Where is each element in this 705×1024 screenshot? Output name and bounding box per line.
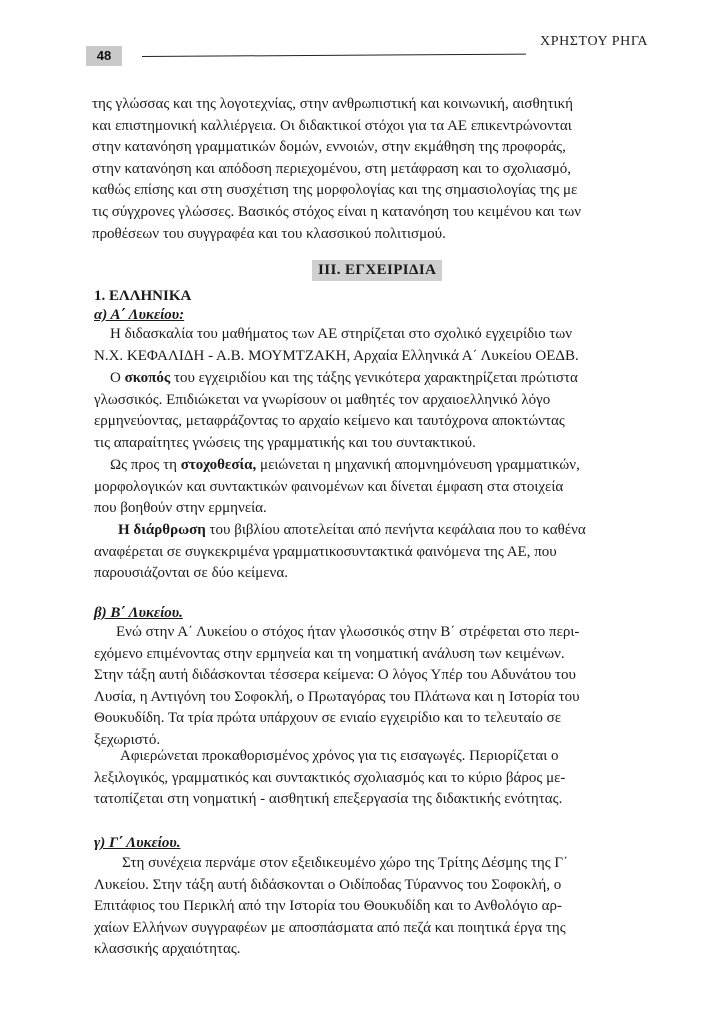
- running-head: ΧΡΗΣΤΟΥ ΡΗΓΑ: [540, 34, 649, 49]
- text-line: [94, 368, 670, 390]
- paragraph-a-4: [94, 520, 670, 585]
- text-line: Στη συνέχεια περνάμε στον εξειδικευμένο χώρο της Τρίτης Δέσμης της Γ΄: [122, 855, 569, 871]
- intro-paragraph: [92, 94, 668, 245]
- text-line: και επιστημονική καλλιέργεια. Οι διδακτικοί στόχοι για τα ΑΕ επικεντρώνονται: [92, 117, 572, 134]
- subheading-a-lykeiou: α) Α΄ Λυκείου:: [94, 307, 185, 323]
- text-line: τατοπίζεται στη νοηματική - αισθητική επεξεργασία της διδακτικής ενότητας.: [94, 791, 563, 808]
- text-run: μειώνεται η μηχανική απομνημόνευση γραμματικών,: [256, 457, 580, 473]
- text-line: χαίων Ελλήνων συγγραφέων με αποσπάσματα από πεζά και ποιητικά έργα της: [94, 919, 566, 936]
- bold-term-skopos: σκοπός: [124, 370, 171, 386]
- paragraph-a-1: [94, 324, 670, 367]
- text-run: του εγχειριδίου και της τάξης γενικότερα χαρακτηρίζεται πρώτιστα: [170, 370, 578, 386]
- text-run: Ως προς τη: [110, 457, 181, 473]
- text-line: Ενώ στην Α΄ Λυκείου ο στόχος ήταν γλωσσικός στην Β΄ στρέφεται στο περι-: [116, 624, 580, 640]
- bold-term-stochothesia: στοχοθεσία,: [180, 457, 257, 473]
- text-run: Ο: [110, 370, 125, 386]
- text-line: ξεχωριστό.: [94, 731, 161, 748]
- text-line: Λυκείου. Στην τάξη αυτή διδάσκονται ο Οιδίποδας Τύραννος του Σοφοκλή, ο: [94, 876, 562, 893]
- text-line: [94, 455, 670, 477]
- text-line: Ν.Χ. ΚΕΦΑΛΙΔΗ - Α.Β. ΜΟΥΜΤΖΑΚΗ, Αρχαία Ελληνικά Α΄ Λυκείου ΟΕΔΒ.: [94, 347, 579, 364]
- subheading-c-lykeiou: γ) Γ΄ Λυκείου.: [94, 835, 181, 851]
- paragraph-a-2: [94, 368, 670, 454]
- text-line: παρουσιάζονται σε δύο κείμενα.: [94, 565, 288, 582]
- text-line: αναφέρεται σε συγκεκριμένα γραμματικοσυντακτικά φαινόμενα της ΑΕ, που: [94, 543, 557, 560]
- text-line: που βοηθούν στην ερμηνεία.: [94, 500, 267, 517]
- text-line: στην κατανόηση και απόδοση περιεχομένου, στη μετάφραση και το σχολιασμό,: [92, 160, 572, 177]
- section-title: III. ΕΓΧΕΙΡΙΔΙΑ: [312, 260, 442, 281]
- text-line: Στην τάξη αυτή διδάσκονται τέσσερα κείμενα: Ο λόγος Υπέρ του Αδυνάτου του: [94, 667, 576, 684]
- text-line: Λυσία, η Αντιγόνη του Σοφοκλή, ο Πρωταγόρας του Πλάτωνα και η Ιστορία του: [94, 688, 580, 705]
- text-line: Θουκυδίδη. Τα τρία πρώτα υπάρχουν σε ενιαίο εγχειρίδιο και το τελευταίο σε: [94, 710, 562, 727]
- text-line: Αφιερώνεται προκαθορισμένος χρόνος για τις εισαγωγές. Περιορίζεται ο: [120, 748, 559, 764]
- text-line: της γλώσσας και της λογοτεχνίας, στην ανθρωπιστική και κοινωνική, αισθητική: [92, 96, 573, 112]
- paragraph-b-2: [94, 746, 670, 811]
- paragraph-b-1: [94, 622, 670, 752]
- text-run: του βιβλίου αποτελείται από πενήντα κεφάλαια που το καθένα: [205, 522, 586, 538]
- text-line: ερμηνεύοντας, μεταφράζοντας το αρχαίο κείμενο και ταυτόχρονα αποκτώντας: [94, 413, 565, 430]
- text-line: γλωσσικός. Επιδιώκεται να γνωρίσουν οι μαθητές τον αρχαιοελληνικό λόγο: [94, 391, 551, 408]
- paragraph-a-3: [94, 455, 670, 520]
- page-number: 48: [86, 46, 122, 66]
- text-line: Η διδασκαλία του μαθήματος των ΑΕ στηρίζεται στο σχολικό εγχειρίδιο των: [110, 326, 573, 342]
- text-line: εχόμενο επιμένοντας στην ερμηνεία και τη νοηματική ανάλυση των κειμένων.: [94, 645, 565, 662]
- text-line: λεξιλογικός, γραμματικός και συντακτικός σχολιασμός και το κύριο βάρος με-: [94, 769, 566, 786]
- text-line: καθώς επίσης και στη συσχέτιση της μορφολογίας και της σημασιολογίας της με: [92, 182, 578, 199]
- text-line: κλασσικής αρχαιότητας.: [94, 941, 241, 958]
- subheading-b-lykeiou: β) Β΄ Λυκείου.: [94, 605, 183, 621]
- text-line: μορφολογικών και συντακτικών φαινομένων και δίνεται έμφαση στα στοιχεία: [94, 478, 564, 495]
- text-line: [94, 520, 670, 542]
- heading-greek: 1. ΕΛΛΗΝΙΚΑ: [94, 288, 192, 304]
- text-line: στην κατανόηση γραμματικών δομών, εννοιών, στην εκμάθηση της προφοράς,: [92, 139, 566, 156]
- text-line: τις απαραίτητες γνώσεις της γραμματικής και του συντακτικού.: [94, 434, 476, 451]
- text-line: τις σύγχρονες γλώσσες. Βασικός στόχος είναι η κατανόηση του κειμένου και των: [92, 203, 582, 220]
- text-line: προθέσεων του συγγραφέα και του κλασσικού πολιτισμού.: [92, 225, 446, 242]
- paragraph-c-1: [94, 853, 670, 961]
- bold-term-diarthrosi: Η διάρθρωση: [118, 522, 206, 538]
- header-rule: [142, 54, 526, 57]
- text-line: Επιτάφιος του Περικλή από την Ιστορία του Θουκυδίδη και το Ανθολόγιο αρ-: [94, 898, 562, 915]
